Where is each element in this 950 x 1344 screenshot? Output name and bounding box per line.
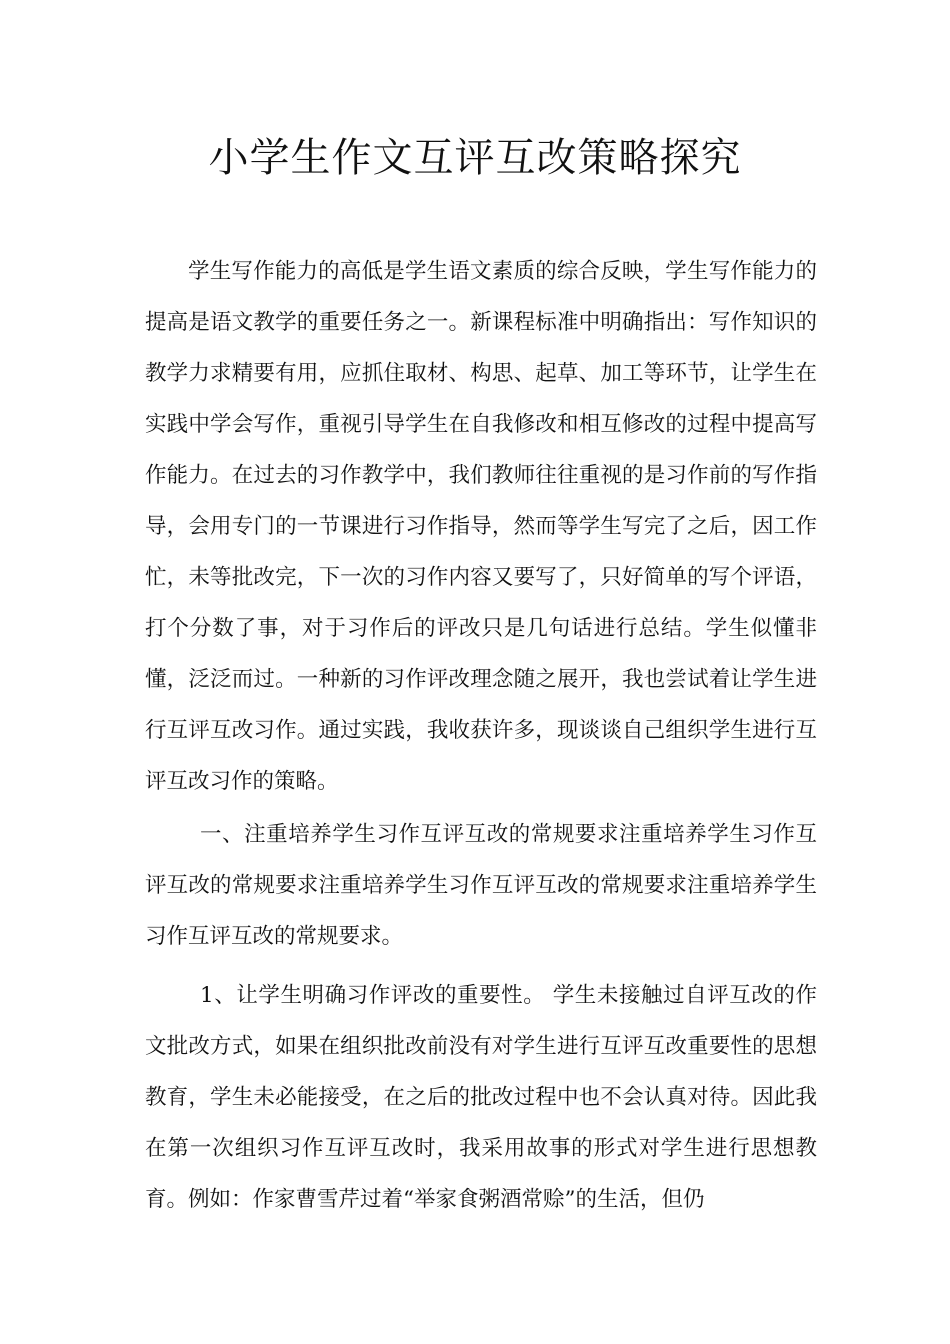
intro-paragraph: 学生写作能力的高低是学生语文素质的综合反映，学生写作能力的提高是语文教学的重要任务之一。新课程标准中明确指出：写作知识的教学力求精要有用，应抓住取材、构思、起草、加工等环节，让学生在实践中学会写作，重视引导学生在自我修改和相互修改的过程中提高写作能力。在过去的习作教学中，我们教师往往重视的是习作前的写作指导，会用专门的一节课进行习作指导，然而等学生写完了之后，因工作忙，未等批改完，下一次的习作内容又要写了，只好简单的写个评语，打个分数了事，对于习作后的评改只是几句话进行总结。学生似懂非懂，泛泛而过。一种新的习作评改理念随之展开，我也尝试着让学生进行互评互改习作。通过实践，我收获许多，现谈谈自己组织学生进行互评互改习作的策略。 [145,259,817,794]
subsection-paragraph: 1、让学生明确习作评改的重要性。 学生未接触过自评互改的作文批改方式，如果在组织批改前没有对学生进行互评互改重要性的思想教育，学生未必能接受，在之后的批改过程中也不会认真对待。因此我在第一次组织习作互评互改时，我采用故事的形式对学生进行思想教育。例如：作家曹雪芹过着“举家食粥酒常赊”的生活，但仍 [145,983,817,1212]
document-title: 小学生作文互评互改策略探究 [208,135,742,181]
section-heading-paragraph: 一、注重培养学生习作互评互改的常规要求注重培养学生习作互评互改的常规要求注重培养学生习作互评互改的常规要求注重培养学生习作互评互改的常规要求。 [145,822,817,949]
document-body [145,246,817,1225]
